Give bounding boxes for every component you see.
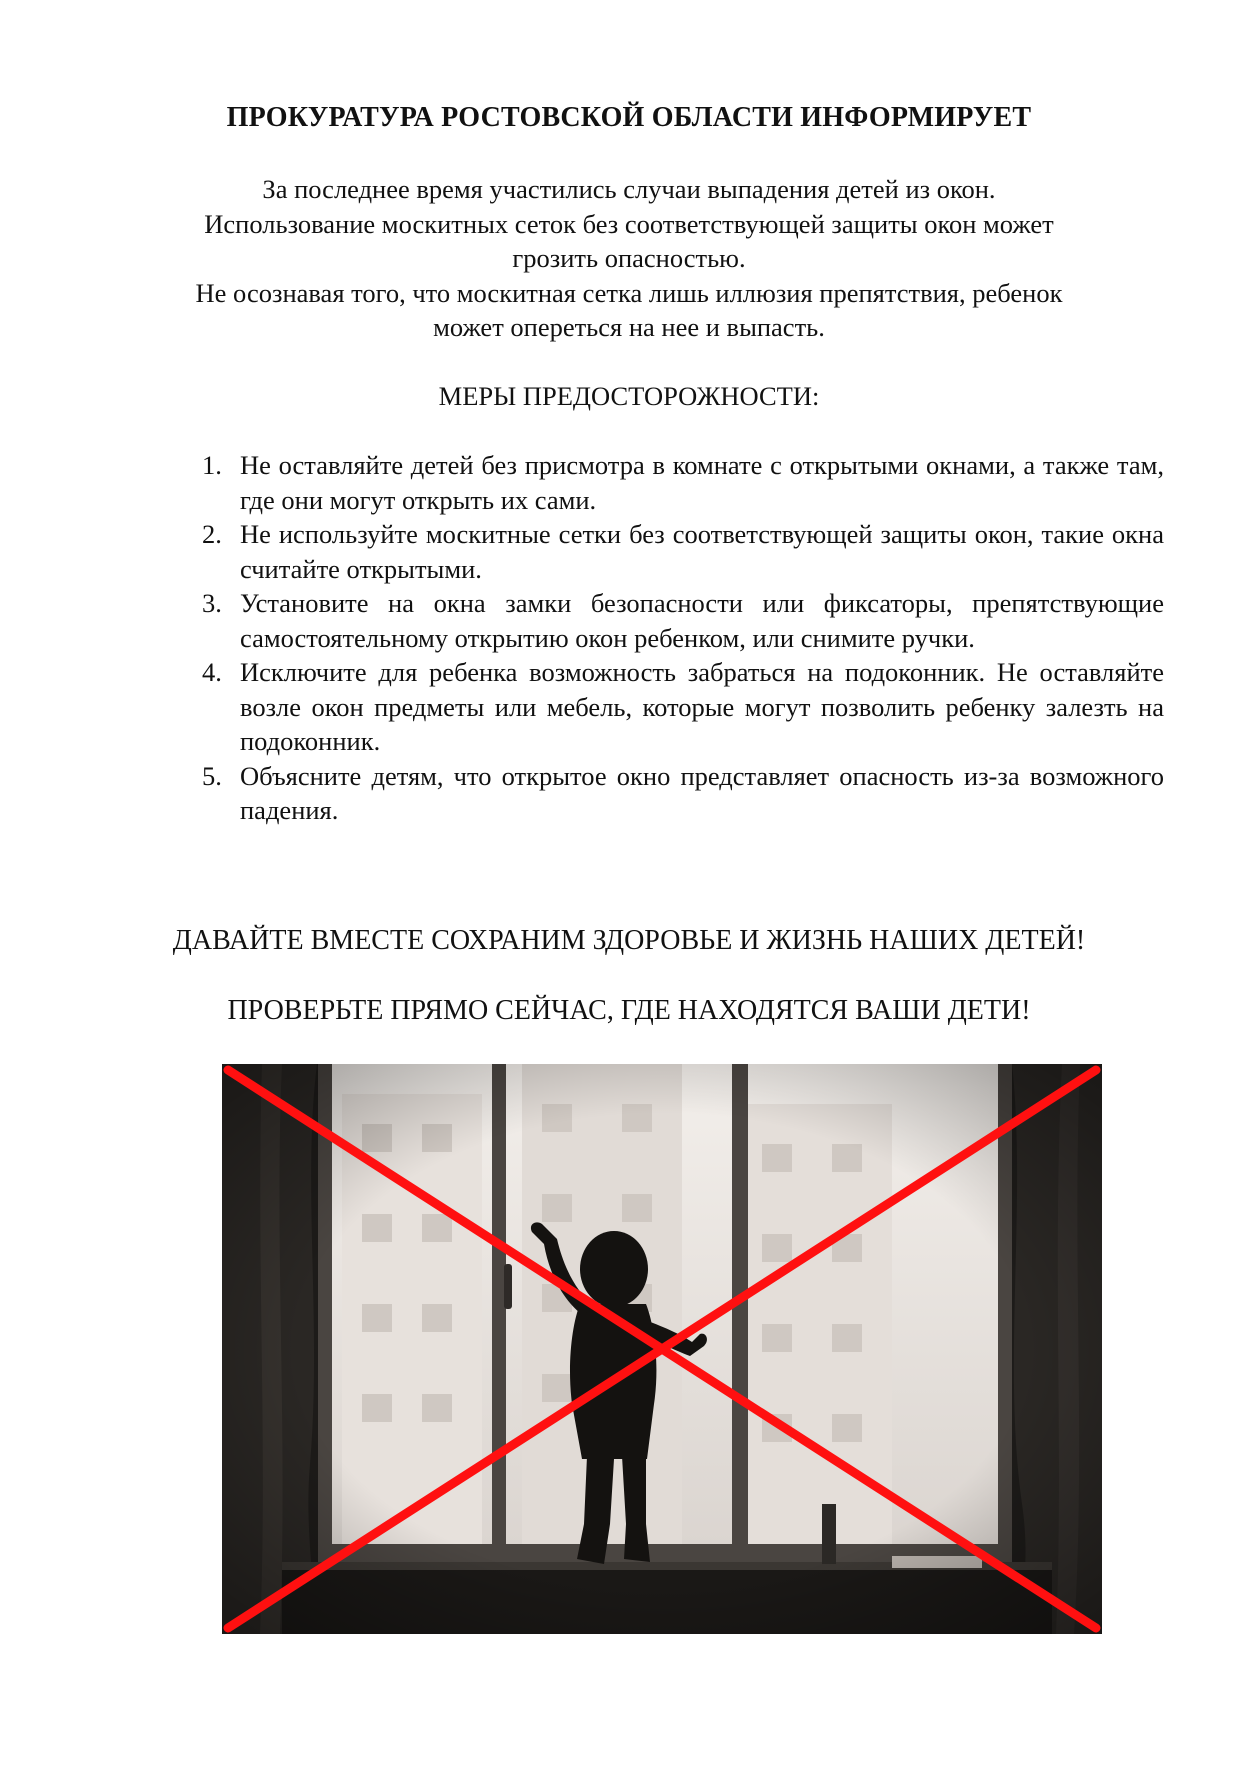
list-item-number: 3. [202, 588, 222, 618]
list-item-text: Исключите для ребенка возможность забраться на подоконник. Не оставляйте возле окон предметы или мебель, которые могут позволить ребенку залезть на подоконник. [240, 657, 1164, 756]
measures-list [196, 448, 1164, 828]
list-item-number: 2. [202, 519, 222, 549]
slogan-check-children: ПРОВЕРЬТЕ ПРЯМО СЕЙЧАС, ГДЕ НАХОДЯТСЯ ВАШИ ДЕТИ! [227, 995, 1031, 1026]
list-item [196, 759, 1164, 828]
intro-text [160, 172, 1098, 345]
intro-paragraph-2: Использование москитных сеток без соответствующей защиты окон может грозить опасностью. [204, 208, 1054, 273]
list-item-text: Установите на окна замки безопасности или фиксаторы, препятствующие самостоятельному открытию окон ребенком, или снимите ручки. [240, 588, 1164, 653]
list-item [196, 448, 1164, 517]
intro-paragraph-3: Не осознавая того, что москитная сетка лишь иллюзия препятствия, ребенок может опереться на нее и выпасть. [195, 277, 1063, 342]
page-title: ПРОКУРАТУРА РОСТОВСКОЙ ОБЛАСТИ ИНФОРМИРУЕТ [226, 102, 1032, 133]
list-item-text: Не оставляйте детей без присмотра в комнате с открытыми окнами, а также там, где они могут открыть их сами. [240, 450, 1164, 515]
list-item-number: 1. [202, 450, 222, 480]
intro-paragraph-1: За последнее время участились случаи выпадения детей из окон. [262, 174, 996, 204]
list-item-number: 4. [202, 657, 222, 687]
child-at-window-photo [222, 1064, 1102, 1634]
list-item-text: Объясните детям, что открытое окно представляет опасность из-за возможного падения. [240, 760, 1164, 825]
slogan-health: ДАВАЙТЕ ВМЕСТЕ СОХРАНИМ ЗДОРОВЬЕ И ЖИЗНЬ НАШИХ ДЕТЕЙ! [172, 925, 1086, 956]
list-item [196, 655, 1164, 759]
list-item-number: 5. [202, 760, 222, 791]
list-item [196, 517, 1164, 586]
measures-heading: МЕРЫ ПРЕДОСТОРОЖНОСТИ: [438, 381, 820, 411]
list-item [196, 586, 1164, 655]
list-item-text: Не используйте москитные сетки без соответствующей защиты окон, такие окна считайте открытыми. [240, 519, 1164, 584]
